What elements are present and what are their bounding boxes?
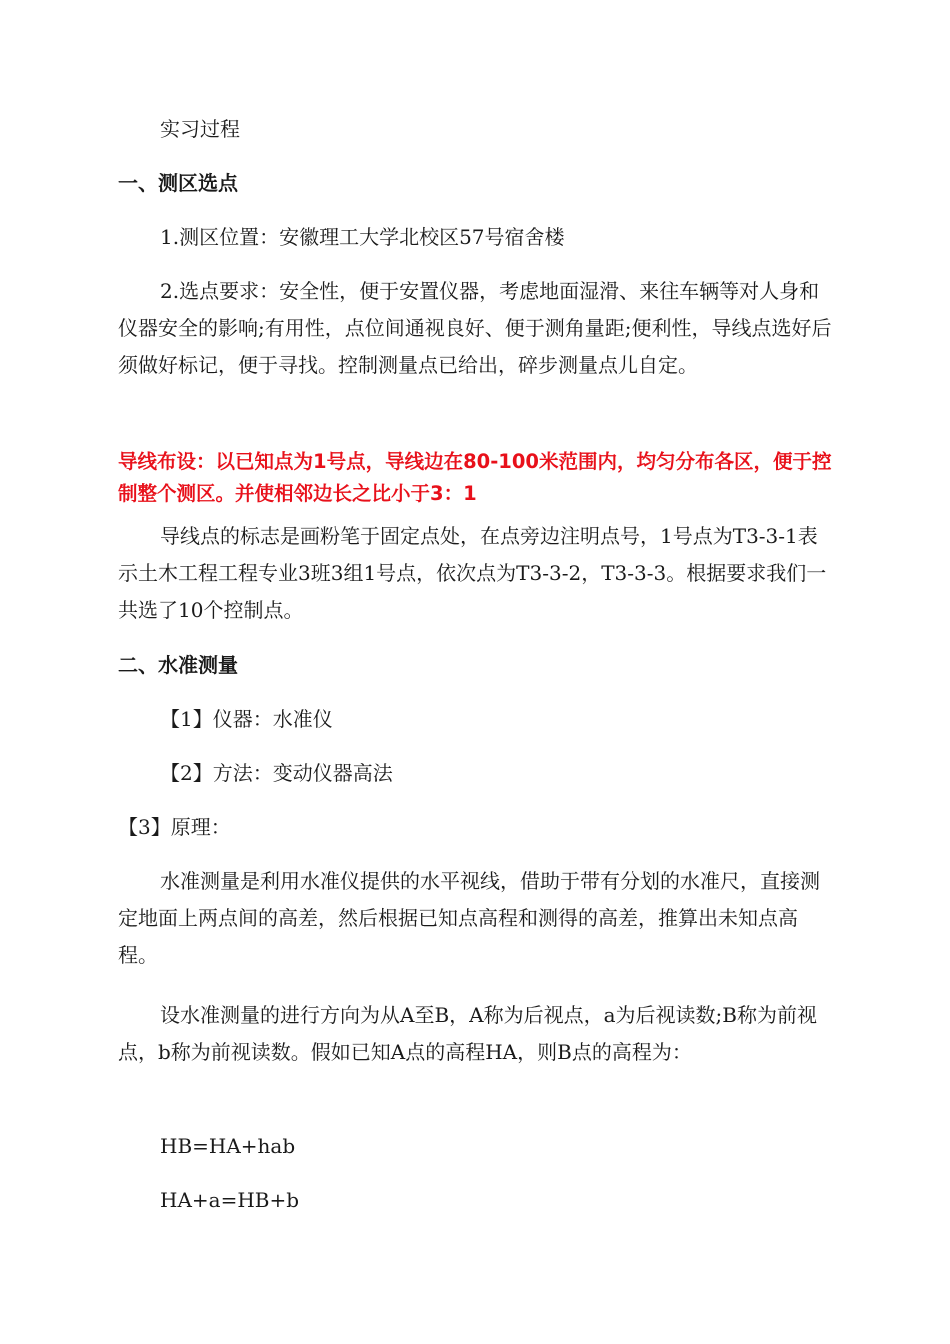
item-instrument: 【1】仪器：水准仪 (160, 707, 333, 731)
section-title: 实习过程 (160, 117, 240, 141)
item-survey-location: 1.测区位置：安徽理工大学北校区57号宿舍楼 (160, 225, 565, 249)
paragraph-principle: 水准测量是利用水准仪提供的水平视线，借助于带有分划的水准尺，直接测定地面上两点间的高差，然后根据已知点高程和测得的高差，推算出未知点高程。 (118, 869, 820, 967)
highlight-traverse-layout: 导线布设：以已知点为1号点，导线边在80-100米范围内，均匀分布各区，便于控制整个测区。并使相邻边长之比小于3：1 (118, 450, 832, 505)
item-principle-label: 【3】原理： (118, 815, 231, 839)
heading-leveling-survey: 二、水准测量 (118, 653, 238, 677)
item-method: 【2】方法：变动仪器高法 (160, 761, 393, 785)
paragraph-selection-requirements: 2.选点要求：安全性，便于安置仪器，考虑地面湿滑、来往车辆等对人身和仪器安全的影响;有用性，点位间通视良好、便于测角量距;便利性，导线点选好后须做好标记，便于寻找。控制测量点已给出，碎步测量点儿自定。 (118, 279, 832, 377)
formula-ha: HA+a=HB+b (160, 1188, 300, 1212)
formula-hb: HB=HA+hab (160, 1134, 296, 1158)
paragraph-setup: 设水准测量的进行方向为从A至B，A称为后视点，a为后视读数;B称为前视点，b称为前视读数。假如已知A点的高程HA，则B点的高程为： (118, 1003, 817, 1064)
heading-survey-area-selection: 一、测区选点 (118, 171, 238, 195)
paragraph-traverse-marks: 导线点的标志是画粉笔于固定点处，在点旁边注明点号，1号点为T3-3-1表示土木工程工程专业3班3组1号点，依次点为T3-3-2，T3-3-3。根据要求我们一共选了10个控制点。 (118, 524, 827, 622)
